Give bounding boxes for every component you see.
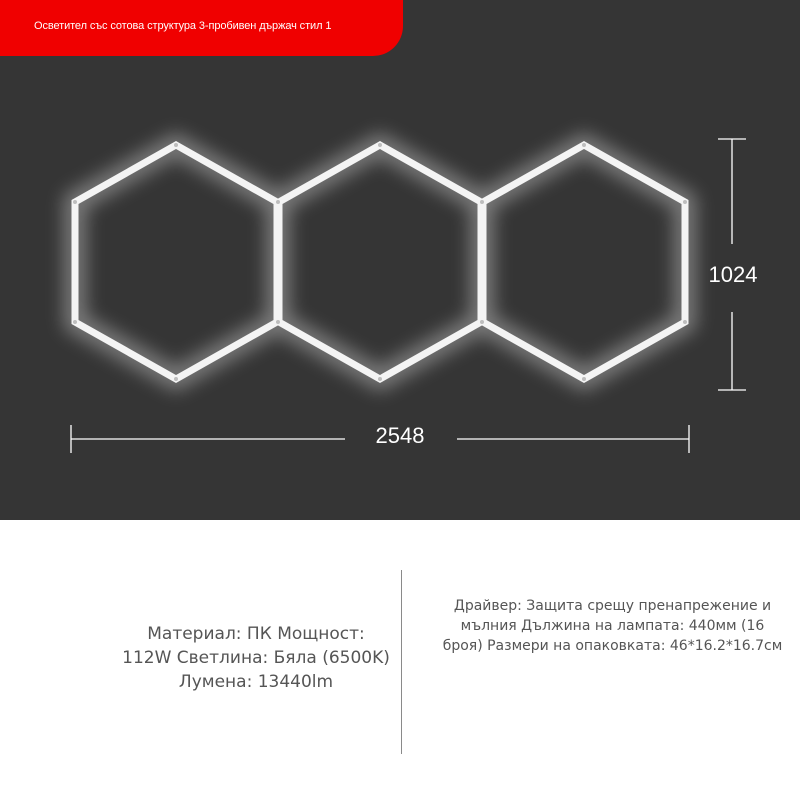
width-dimension-label: 2548 [375, 423, 425, 448]
height-dimension-label: 1024 [708, 262, 758, 287]
spec-driver-dimensions: Драйвер: Защита срещу пренапрежение и мълния Дължина на лампата: 440мм (16 броя) Размери на опаковката: 46*16.2*16.7см [442, 598, 783, 654]
specs-divider [401, 570, 402, 754]
title-banner [0, 0, 403, 56]
specifications-panel [0, 520, 800, 800]
banner-title: Осветител със сотова структура 3-пробивен държач стил 1 [34, 20, 332, 32]
spec-material-power-light: Материал: ПК Мощност: 112W Светлина: Бяла (6500K) Лумена: 13440lm [122, 624, 390, 692]
